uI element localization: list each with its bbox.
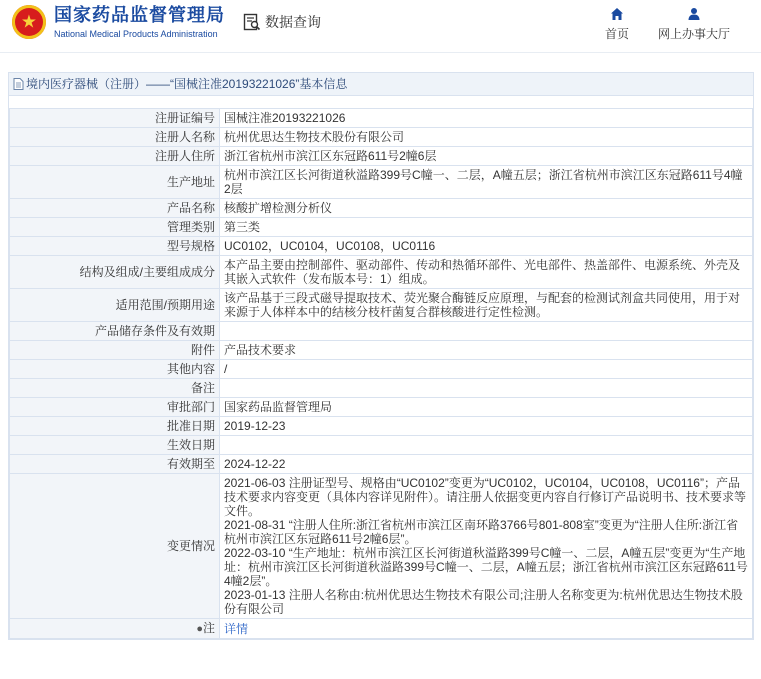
note-label-text: 注 [202, 621, 215, 635]
nav-online-hall[interactable] [658, 7, 730, 42]
row-value [220, 379, 753, 398]
table-row [10, 109, 753, 128]
nav-online-hall-label: 网上办事大厅 [658, 27, 731, 41]
row-value: 本产品主要由控制部件、驱动部件、传动和热循环部件、光电部件、热盖部件、电源系统、外壳及其嵌入式软件（发布版本号：1）组成。 [220, 256, 753, 289]
table-row [10, 417, 753, 436]
row-label: 结构及组成/主要组成成分 [10, 256, 220, 289]
table-row [10, 199, 753, 218]
table-row [10, 147, 753, 166]
change-history [220, 474, 753, 619]
row-label: 批准日期 [10, 417, 220, 436]
row-value: 该产品基于三段式磁导提取技术、荧光聚合酶链反应原理，与配套的检测试剂盒共同使用，用于对来源于人体样本中的结核分枝杆菌复合群核酸进行定性检测。 [220, 289, 753, 322]
row-label: 有效期至 [10, 455, 220, 474]
panel-title: 境内医疗器械（注册）——“国械注准20193221026”基本信息 [26, 77, 348, 91]
row-value [220, 436, 753, 455]
national-emblem-icon: ★ [12, 5, 46, 39]
note-value [220, 619, 753, 639]
row-value: 杭州市滨江区长河街道秋溢路399号C幢一、二层，A幢五层；浙江省杭州市滨江区东冠路611号4幢2层 [220, 166, 753, 199]
change-entry: 2021-06-03 注册证型号、规格由“UC0102”变更为“UC0102，UC0104，UC0108，UC0116”；产品技术要求内容变更（具体内容详见附件）。请注册人依据变更内容自行修订产品说明书、技术要求等文件。 [224, 476, 747, 518]
row-value: UC0102，UC0104，UC0108，UC0116 [220, 237, 753, 256]
data-query-icon [243, 13, 261, 31]
bulb-icon: ● [196, 623, 203, 635]
row-value: 第三类 [220, 218, 753, 237]
table-row [10, 289, 753, 322]
nav-home[interactable] [605, 7, 629, 42]
row-label: 备注 [10, 379, 220, 398]
row-label: 生产地址 [10, 166, 220, 199]
row-value: 2019-12-23 [220, 417, 753, 436]
table-row [10, 474, 753, 619]
row-label: 注册人住所 [10, 147, 220, 166]
row-value: 2024-12-22 [220, 455, 753, 474]
change-entry: 2022-03-10 “生产地址：杭州市滨江区长河街道秋溢路399号C幢一、二层，A幢五层”变更为“生产地址：杭州市滨江区长河街道秋溢路399号C幢一、二层，A幢五层；浙江省杭州市滨江区东冠路611号4幢2层”。 [224, 546, 748, 588]
row-value: 产品技术要求 [220, 341, 753, 360]
detail-panel [8, 72, 754, 640]
row-label: 产品储存条件及有效期 [10, 322, 220, 341]
table-row [10, 128, 753, 147]
nav-home-label: 首页 [605, 27, 630, 41]
info-table [9, 108, 753, 639]
table-row [10, 619, 753, 639]
document-icon [13, 78, 24, 90]
row-value: 核酸扩增检测分析仪 [220, 199, 753, 218]
home-icon [610, 7, 624, 21]
logo-title-cn: 国家药品监督管理局 [54, 5, 225, 25]
table-row [10, 360, 753, 379]
table-row [10, 166, 753, 199]
logo-title-en: National Medical Products Administration [54, 29, 218, 39]
row-label: 变更情况 [10, 474, 220, 619]
table-row [10, 322, 753, 341]
data-query-link[interactable] [243, 12, 321, 32]
note-label [10, 619, 220, 639]
row-value: 浙江省杭州市滨江区东冠路611号2幢6层 [220, 147, 753, 166]
site-logo[interactable] [12, 4, 225, 40]
row-label: 其他内容 [10, 360, 220, 379]
change-entry: 2023-01-13 注册人名称由:杭州优思达生物技术有限公司;注册人名称变更为:杭州优思达生物技术股份有限公司 [224, 588, 743, 616]
panel-title-bar [9, 73, 753, 96]
data-query-label: 数据查询 [265, 14, 321, 30]
table-row [10, 379, 753, 398]
row-value: 杭州优思达生物技术股份有限公司 [220, 128, 753, 147]
row-label: 型号规格 [10, 237, 220, 256]
user-icon [687, 7, 701, 21]
row-value: 国家药品监督管理局 [220, 398, 753, 417]
row-label: 产品名称 [10, 199, 220, 218]
table-row [10, 455, 753, 474]
row-value [220, 322, 753, 341]
table-row [10, 341, 753, 360]
row-label: 注册证编号 [10, 109, 220, 128]
site-header [0, 0, 761, 53]
change-entry: 2021-08-31 “注册人住所:浙江省杭州市滨江区南环路3766号801-808室”变更为“注册人住所:浙江省杭州市滨江区东冠路611号2幢6层”。 [224, 518, 739, 546]
table-row [10, 398, 753, 417]
table-row [10, 436, 753, 455]
detail-link[interactable]: 详情 [224, 621, 249, 636]
row-label: 生效日期 [10, 436, 220, 455]
table-row [10, 218, 753, 237]
table-row [10, 256, 753, 289]
table-row [10, 237, 753, 256]
row-label: 附件 [10, 341, 220, 360]
row-label: 管理类别 [10, 218, 220, 237]
row-label: 审批部门 [10, 398, 220, 417]
row-label: 适用范围/预期用途 [10, 289, 220, 322]
row-value: / [220, 360, 753, 379]
row-value: 国械注准20193221026 [220, 109, 753, 128]
row-label: 注册人名称 [10, 128, 220, 147]
